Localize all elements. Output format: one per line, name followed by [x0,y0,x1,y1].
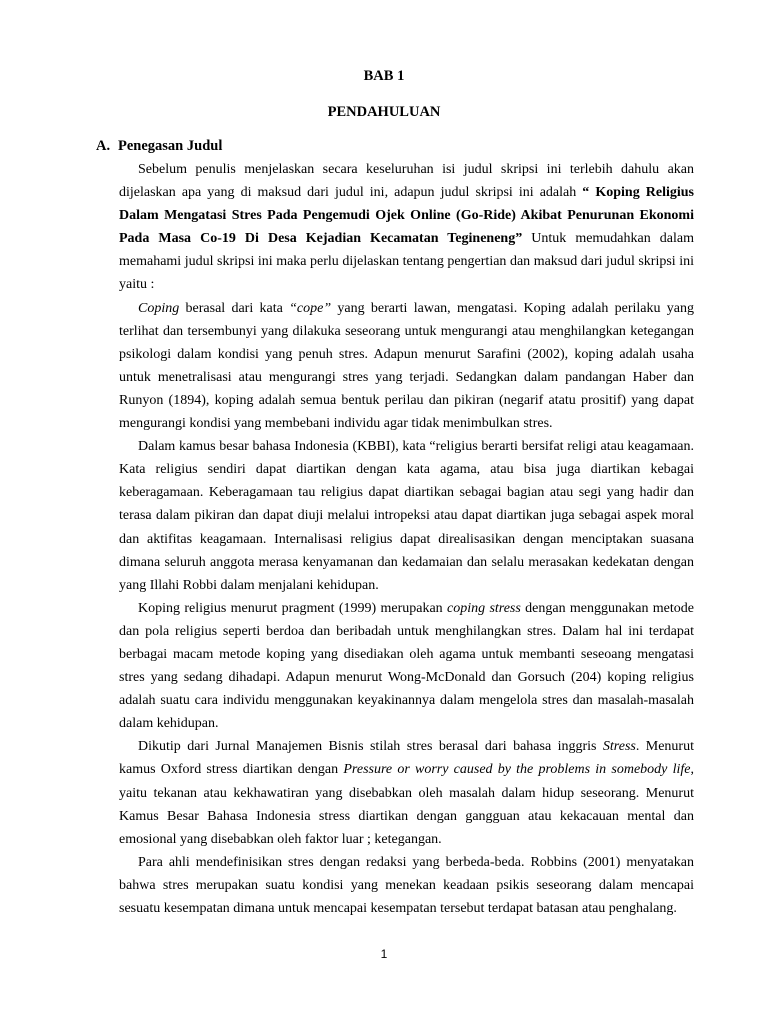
p5-text-e: , yaitu tekanan atau kekhawatiran yang disebabkan oleh masalah dalam hidup seseorang. Menurut Kamus Besar Bahasa Indonesia stress diartikan dengan gangguan atau kekacauan mental dan emosional yang disebabkan oleh faktor luar ; ketegangan. [119,762,694,847]
p4-text-c: dengan menggunakan metode dan pola religius seperti berdoa dan beribadah untuk menghilangkan stres. Dalam hal ini terdapat berbagai macam metode koping yang disediakan oleh agama untuk membanti seseoang mengatasi stres yang sedang dihadapi. Adapun menurut Wong-McDonald dan Gorsuch (204) koping religius adalah suatu cara individu menggunakan keyakinannya dalam mengelola stres dan masalah-masalah dalam kehidupan. [119,600,694,732]
paragraph-5 [119,735,694,850]
p1-text-c: Untuk memudahkan dalam memahami judul skripsi ini maka perlu dijelaskan tentang pengertian dan maksud dari judul skripsi ini yaitu : [119,231,694,293]
p2-text-b: berasal dari kata [179,300,290,316]
paragraph-2 [119,297,694,436]
p4-term-coping-stress: coping stress [447,600,521,616]
p4-text-a: Koping religius menurut pragment (1999) merupakan [138,600,448,616]
chapter-heading: BAB 1 [363,68,405,84]
p2-text-d: yang berarti lawan, mengatasi. Koping adalah perilaku yang terlihat dan tersembunyi yang dilakuka seseorang untuk mengurangi atau menghilangkan ketegangan psikologi dalam kondisi yang penuh stres. Adapun menurut Sarafini (2002), koping adalah usaha untuk menetralisasi atau mengurangi stres yang terjadi. Sedangkan dalam pandangan Haber dan Runyon (1894), koping adalah semua bentuk perilau dan pikiran (negarif atatu prositif) yang dapat mengurangi kondisi yang membebani individu agar tidak menimbulkan stres. [119,300,694,432]
p1-text-a: Sebelum penulis menjelaskan secara keseluruhan isi judul skripsi ini terlebih dahulu akan dijelaskan apa yang di maksud dari judul ini, adapun judul skripsi ini adalah [119,162,694,201]
paragraph-6: Para ahli mendefinisikan stres dengan redaksi yang berbeda-beda. Robbins (2001) menyatakan bahwa stres merupakan suatu kondisi yang menekan keadaan psikis seseorang dalam mencapai sesuatu kesempatan dimana untuk mencapai kesempatan tersebut terdapat batasan atau penghalang. [119,854,694,916]
section-label: A. [96,138,111,154]
p5-term-stress: Stress [602,739,636,755]
p5-oxford-definition: Pressure or worry caused by the problems in somebody life [343,762,691,778]
paragraph-1 [119,158,694,297]
page-number: 1 [380,947,388,961]
paragraph-3: Dalam kamus besar bahasa Indonesia (KBBI), kata “religius berarti bersifat religi atau keagamaan. Kata religius sendiri dapat diartikan dengan kata agama, atau bisa juga diartikan kebagai keberagamaan. Keberagamaan tau religius dapat diartikan sebagai bagian atau segi yang hadir dan terasa dalam pikiran dan dapat diuji melalui intropeksi atau dapat diartikan juga sebagai aspek moral dan aktifitas keagamaan. Internalisasi religius dapat direalisasikan dengan menciptakan suasana dimana seluruh anggota merasa kenyamanan dan kedamaian dan selalu merasakan kedekatan dengan yang Illahi Robbi dalam menjalani kehidupan. [119,439,694,593]
p2-term-cope: “cope” [289,300,332,316]
chapter-title: PENDAHULUAN [327,104,441,120]
section-title: Penegasan Judul [118,138,223,154]
body-text [119,158,694,920]
p5-text-a: Dikutip dari Jurnal Manajemen Bisnis stilah stres berasal dari bahasa inggris [138,739,603,755]
thesis-title: “ Koping Religius Dalam Mengatasi Stres Pada Pengemudi Ojek Online (Go-Ride) Akibat Penurunan Ekonomi Pada Masa Co-19 Di Desa Kejadian Kecamatan Tegineneng” [119,185,694,247]
p5-text-c: . Menurut kamus Oxford stress diartikan dengan [119,739,694,778]
paragraph-4 [119,597,694,736]
p2-term-coping: Coping [138,300,180,316]
section-heading [96,138,222,155]
